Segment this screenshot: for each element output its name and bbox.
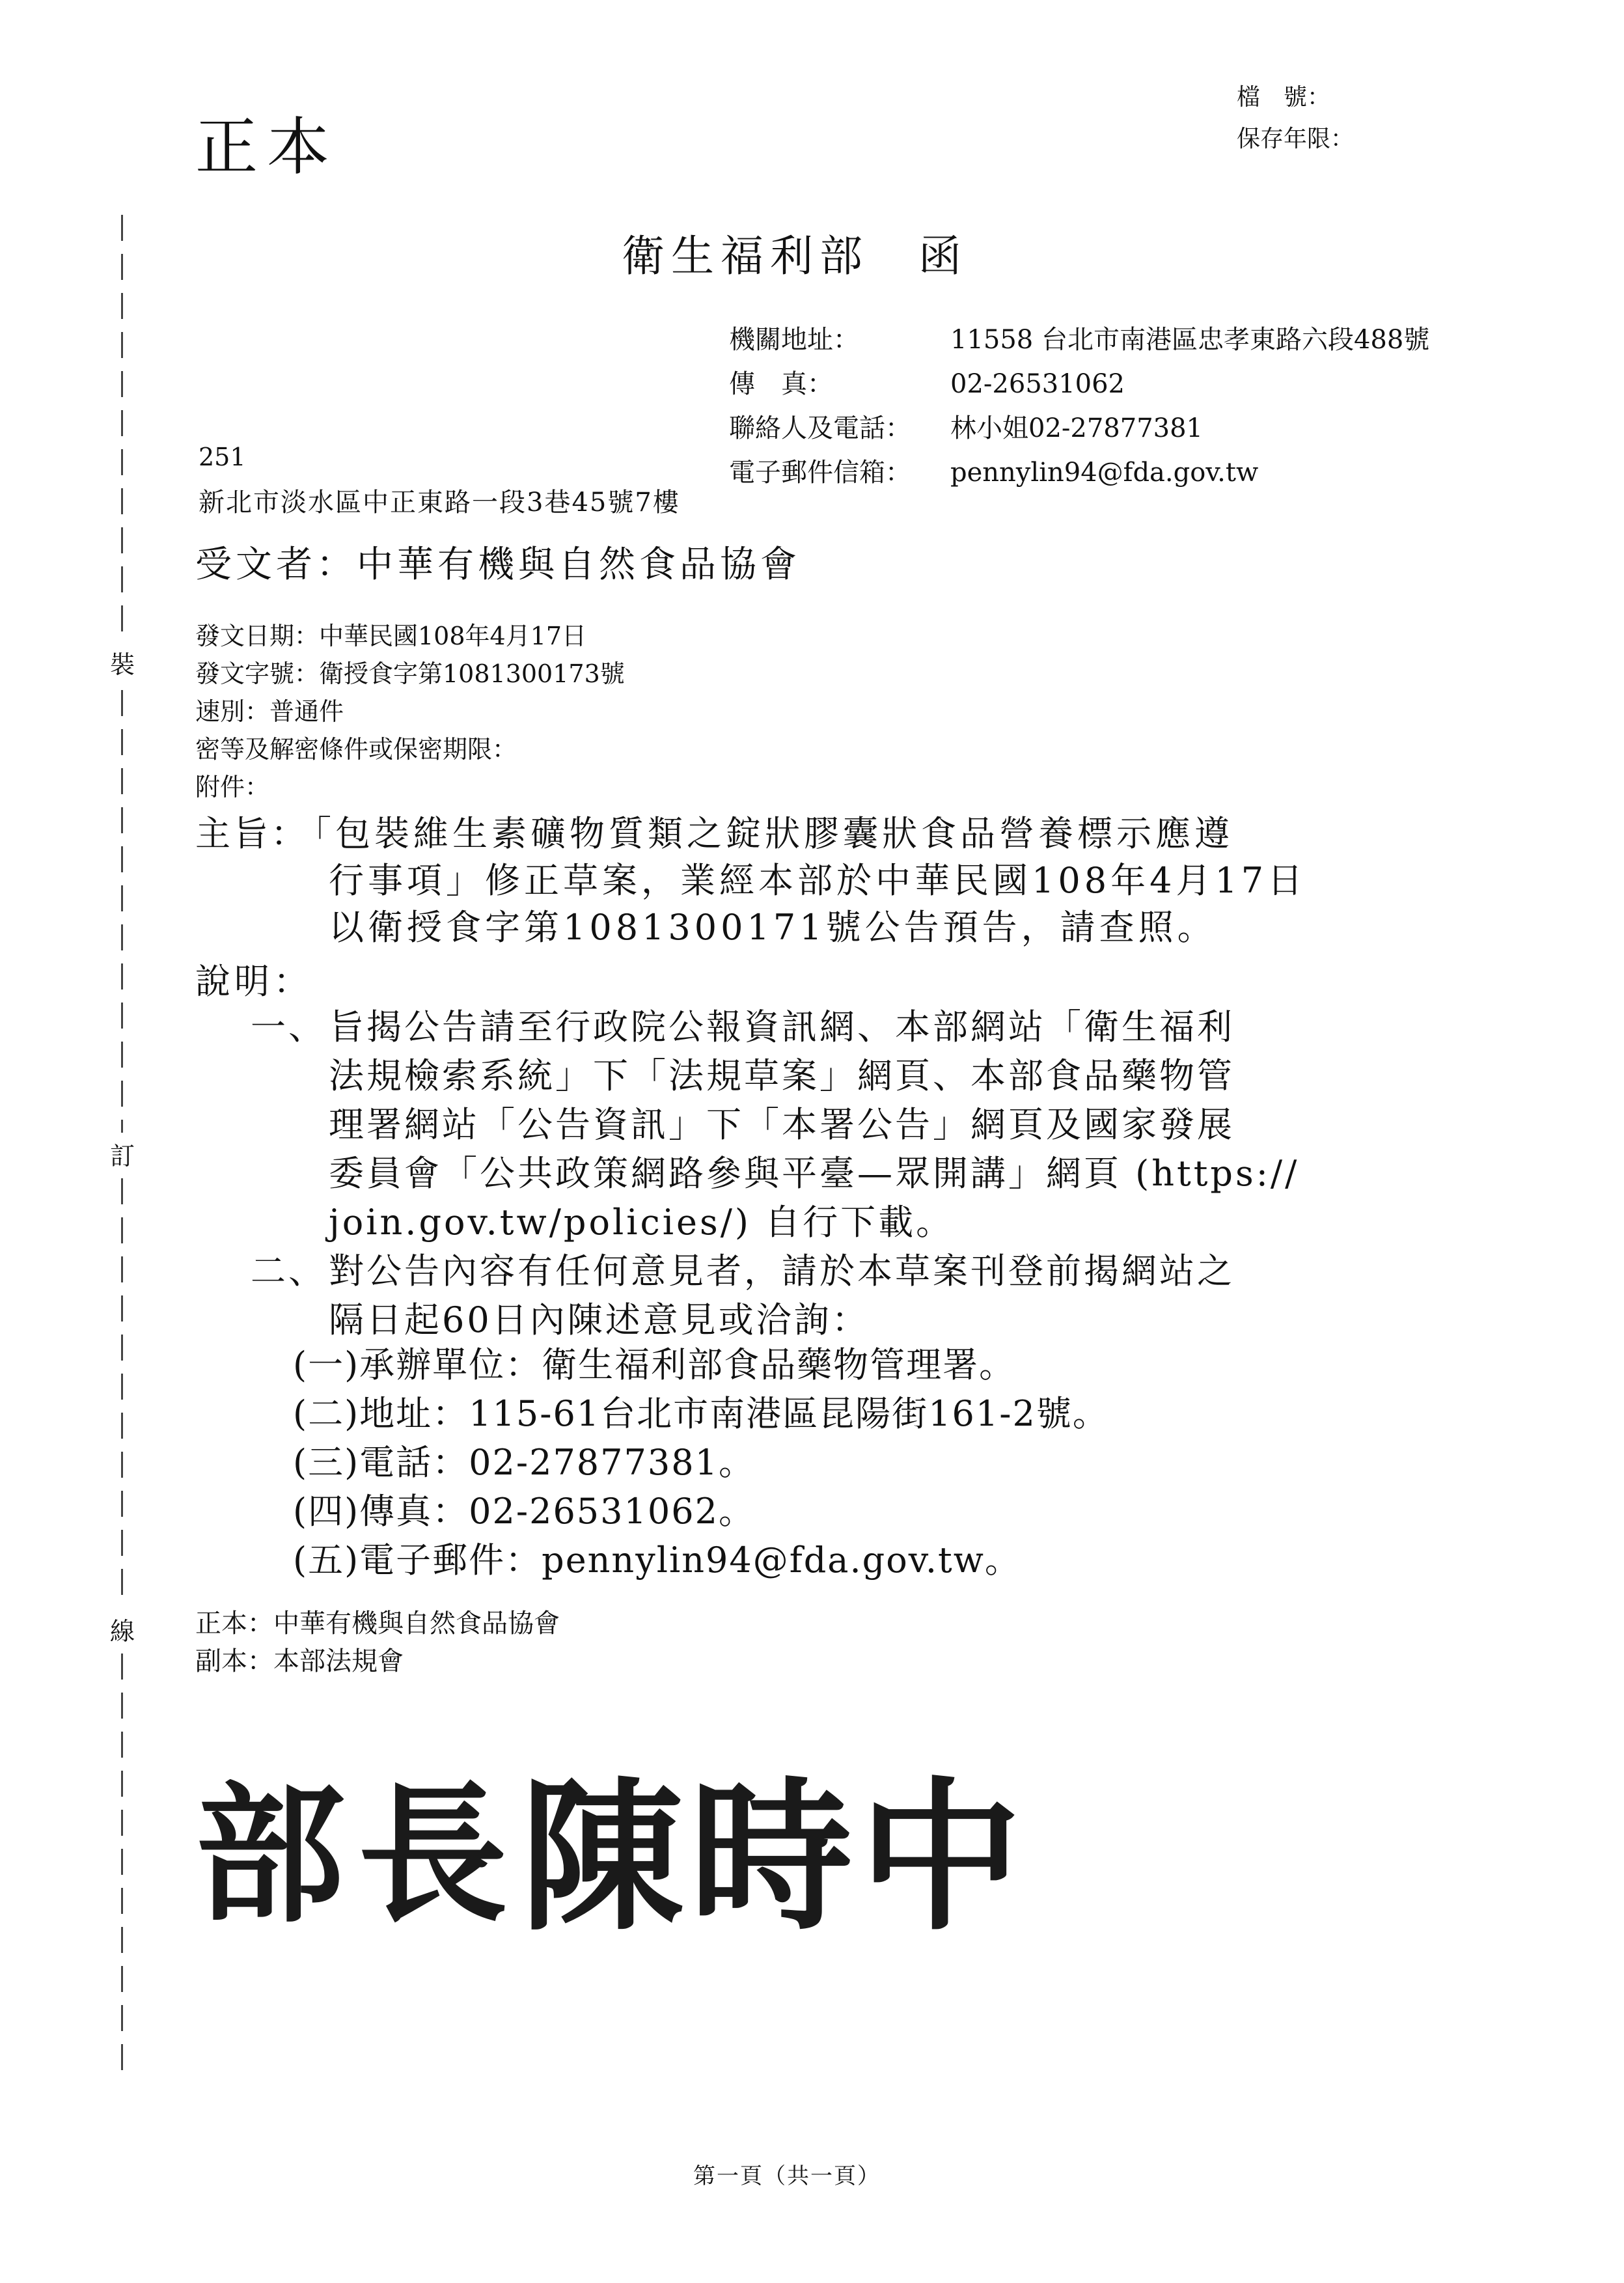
svg-text:陳時中: 陳時中 xyxy=(521,1761,1028,1952)
item-line: 委員會「公共政策網路參與平臺—眾開講」網頁 (https:// xyxy=(329,1153,1300,1194)
item-line: 隔日起60日內陳述意見或洽詢： xyxy=(329,1299,870,1340)
signature-calligraphy xyxy=(195,1751,1028,1952)
file-info xyxy=(1237,77,1354,160)
org-email-label: 電子郵件信箱： xyxy=(729,458,911,488)
document-meta xyxy=(195,617,625,806)
item-line: join.gov.tw/policies/) 自行下載。 xyxy=(329,1202,954,1243)
item-line: 法規檢索系統」下「法規草案」網頁、本部食品藥物管 xyxy=(329,1055,1235,1096)
meta-confidentiality: 密等及解密條件或保密期限： xyxy=(195,735,517,764)
org-address-label: 機關地址： xyxy=(729,325,859,355)
minister-signature xyxy=(195,1751,1028,1952)
explanation-label: 說明： xyxy=(195,961,312,1002)
meta-issue-date: 發文日期：中華民國108年4月17日 xyxy=(195,622,587,650)
contact-item-unit: (一)承辦單位：衛生福利部食品藥物管理署。 xyxy=(293,1344,1016,1385)
org-address-value: 11558 台北市南港區忠孝東路六段488號 xyxy=(950,325,1430,355)
item-line: 對公告內容有任何意見者，請於本草案刊登前揭網站之 xyxy=(329,1251,1235,1292)
org-email-value: pennylin94@fda.gov.tw xyxy=(950,458,1259,488)
meta-doc-number: 發文字號：衛授食字第1081300173號 xyxy=(195,659,625,688)
recipient: 受文者：中華有機與自然食品協會 xyxy=(195,544,801,586)
binding-line-1 xyxy=(121,215,123,631)
binding-line-4 xyxy=(121,1653,123,2083)
binding-line-3 xyxy=(121,1178,123,1608)
binding-line-2 xyxy=(121,690,123,1133)
page-footer: 第一頁（共一頁） xyxy=(693,2163,881,2189)
svg-text:部長: 部長 xyxy=(195,1767,521,1943)
item-line: 旨揭公告請至行政院公報資訊網、本部網站「衛生福利 xyxy=(329,1006,1235,1047)
contact-item-address: (二)地址：115-61台北市南港區昆陽街161-2號。 xyxy=(293,1393,1109,1434)
subject-line: 「包裝維生素礦物質類之錠狀膠囊狀食品營養標示應遵 xyxy=(296,813,1233,854)
item-number: 二、 xyxy=(251,1251,326,1292)
file-number-label: 檔 號： xyxy=(1237,84,1331,111)
contact-item-phone: (三)電話：02-27877381。 xyxy=(293,1442,755,1483)
recipient-address: 新北市淡水區中正東路一段3巷45號7樓 xyxy=(199,488,680,518)
item-number: 一、 xyxy=(251,1006,326,1047)
contact-item-email: (五)電子郵件：pennylin94@fda.gov.tw。 xyxy=(293,1540,1021,1581)
contact-item-fax: (四)傳真：02-26531062。 xyxy=(293,1491,755,1532)
original-copy-mark: 正本 xyxy=(195,111,338,184)
binding-char-zhuang: 裝 xyxy=(109,650,135,679)
meta-attachment: 附件： xyxy=(195,773,270,801)
subject-label: 主旨： xyxy=(195,813,309,854)
subject-line: 以衛授食字第1081300171號公告預告，請查照。 xyxy=(329,907,1217,948)
org-fax-label: 傳 真： xyxy=(729,369,833,399)
issuing-agency-info xyxy=(729,318,1429,495)
distribution-list xyxy=(195,1605,560,1680)
binding-char-xian: 線 xyxy=(109,1617,135,1646)
meta-speed: 速別：普通件 xyxy=(195,697,344,726)
item-line: 理署網站「公告資訊」下「本署公告」網頁及國家發展 xyxy=(329,1104,1235,1145)
cc-copy: 副本：本部法規會 xyxy=(195,1646,404,1676)
org-fax-value: 02-26531062 xyxy=(950,369,1125,399)
binding-char-ding: 訂 xyxy=(109,1142,135,1170)
document-title: 衛生福利部 函 xyxy=(622,231,968,281)
cc-original: 正本：中華有機與自然食品協會 xyxy=(195,1609,560,1639)
org-contact-label: 聯絡人及電話： xyxy=(729,413,911,443)
org-contact-value: 林小姐02-27877381 xyxy=(950,413,1204,443)
recipient-zip: 251 xyxy=(199,443,246,471)
subject-line: 行事項」修正草案，業經本部於中華民國108年4月17日 xyxy=(329,860,1307,901)
retention-label: 保存年限： xyxy=(1237,126,1355,152)
